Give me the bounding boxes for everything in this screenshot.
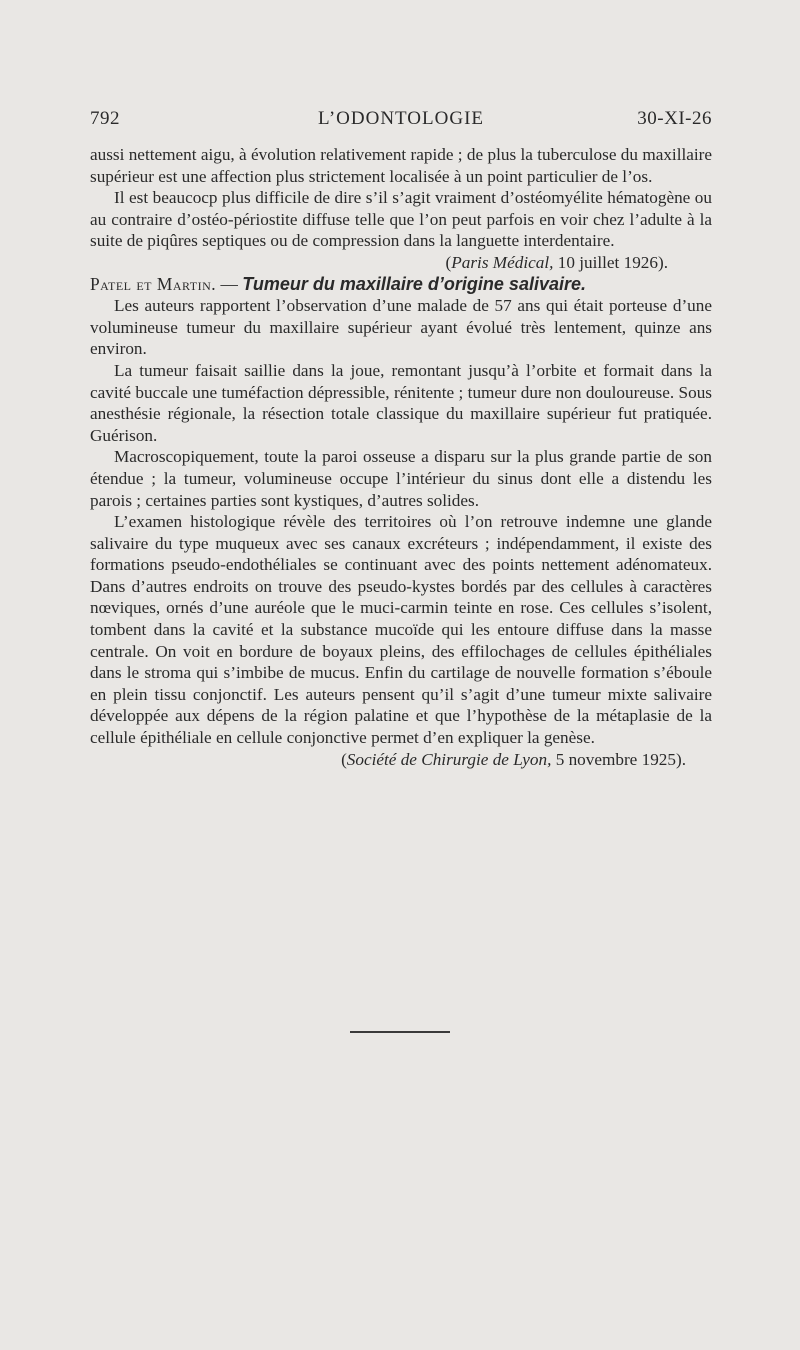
page-number: 792 <box>90 108 120 129</box>
heading-dash: — <box>216 273 243 294</box>
citation-open: ( <box>341 749 347 769</box>
paragraph: Les auteurs rapportent l’observation d’une malade de 57 ans qui était porteuse d’une volumineuse tumeur du maxillaire supérieur ayant évolué très lentement, quinze ans environ. <box>90 296 712 359</box>
source-citation <box>90 252 712 274</box>
citation-journal: Société de Chirurgie de Lyon, <box>346 749 552 769</box>
paragraph: Macroscopiquement, toute la paroi osseuse a disparu sur la plus grande partie de son étendue ; la tumeur, volumineuse occupe l’intérieur du sinus dont elle a distendu les parois ; certaines parties sont kystiques, d’autres solides. <box>90 447 712 510</box>
end-rule <box>350 1031 450 1033</box>
paragraph: Il est beaucocp plus difficile de dire s’il s’agit vraiment d’ostéomyélite hématogène ou au contraire d’ostéo-périostite diffuse telle que l’on peut parfois en voir chez l’adulte à la suite de piqûres septiques ou de compression dans la languette interdentaire. <box>90 188 712 251</box>
issue-date: 30-XI-26 <box>637 108 712 129</box>
citation-date: 5 novembre 1925). <box>551 749 686 769</box>
citation-open: ( <box>445 252 452 272</box>
paragraph: L’examen histologique révèle des territoires où l’on retrouve indemne une glande salivaire du type muqueux avec ses canaux excréteurs ; indépendamment, il existe des formations pseudo-endothéliales se continuant avec des points nettement adénomateux. Dans d’autres endroits on trouve des pseudo-kystes bordés par des cellules à caractères nœviques, ornés d’une auréole que le muci-carmin teinte en rose. Ces cellules s’isolent, tombent dans la cavité et la substance mucoïde qui les entoure diffuse dans la masse centrale. On voit en bordure de boyaux pleins, des effilochages de cellules épithéliales dans le stroma qui s’imbibe de mucus. Enfin du cartilage de nouvelle formation s’éboule en plein tissu conjonctif. Les auteurs pensent qu’il s’agit d’une tumeur mixte salivaire développée aux dépens de la région palatine et que l’hypothèse de la métaplasie de la cellule épithéliale en cellule conjonctive permet d’en expliquer la genèse. <box>90 512 712 748</box>
article-title: Tumeur du maxillaire d’origine salivaire. <box>242 273 586 294</box>
citation-date: 10 juillet 1926). <box>553 252 668 272</box>
continued-paragraph: aussi nettement aigu, à évolution relativement rapide ; de plus la tuberculose du maxillaire supérieur est une affection plus strictement localisée à un point particulier de l’os. <box>90 145 712 186</box>
article-authors: Patel et Martin. <box>90 273 217 294</box>
body-text <box>90 144 712 770</box>
journal-title: L’ODONTOLOGIE <box>317 108 485 129</box>
article-heading <box>90 274 712 296</box>
running-header <box>90 108 712 136</box>
source-citation <box>90 749 712 771</box>
paragraph: La tumeur faisait saillie dans la joue, remontant jusqu’à l’orbite et formait dans la cavité buccale une tuméfaction dépressible, rénitente ; tumeur dure non douloureuse. Sous anesthésie régionale, la résection totale classique du maxillaire supérieur fut pratiquée. Guérison. <box>90 360 712 445</box>
citation-journal: Paris Médical, <box>451 252 554 272</box>
